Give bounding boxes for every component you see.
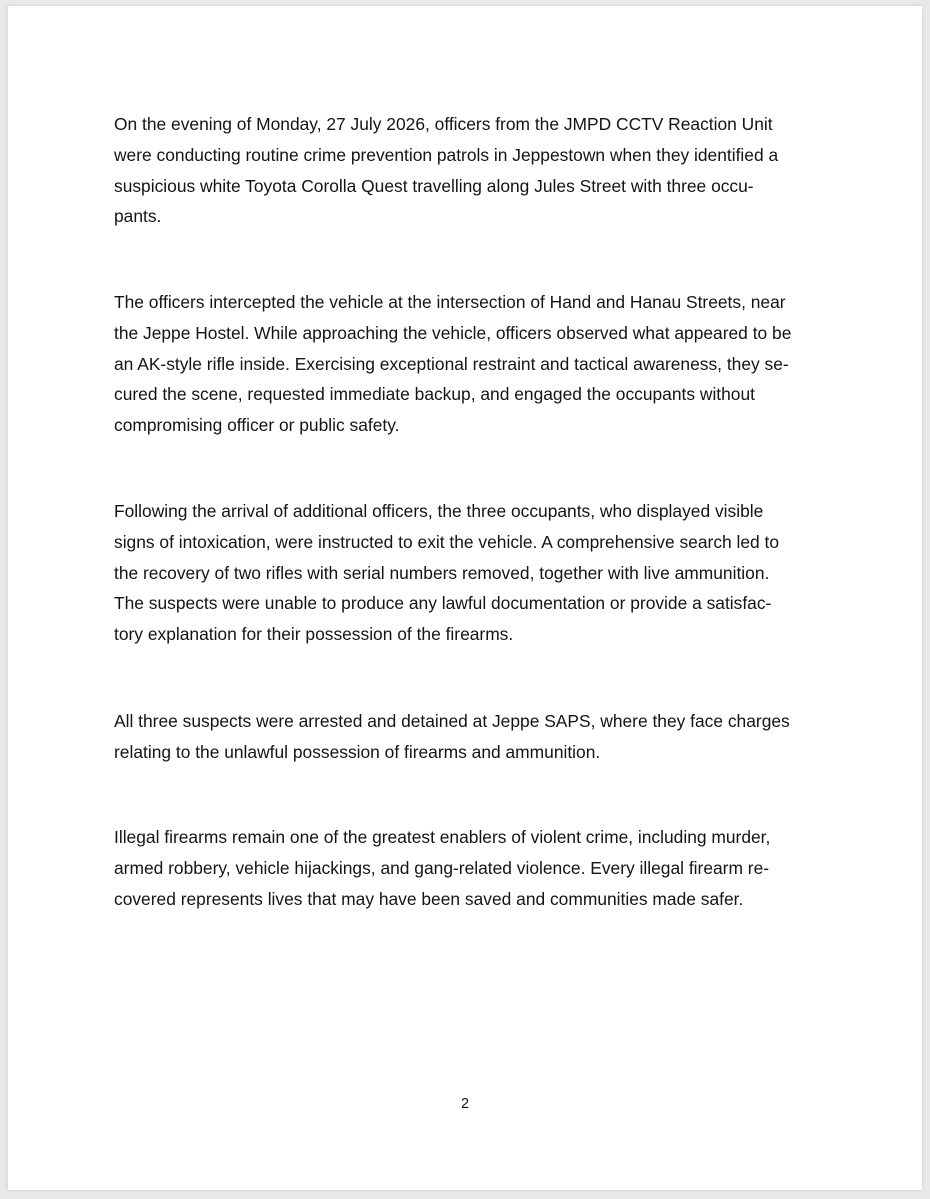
text-line: covered represents lives that may have been saved and communities made safer. — [114, 888, 744, 909]
text-line: relating to the unlawful possession of firearms and ammunition. — [114, 741, 601, 762]
text-line: armed robbery, vehicle hijackings, and gang-related violence. Every illegal firearm re- — [114, 857, 770, 878]
text-line: The officers intercepted the vehicle at the intersection of Hand and Hanau Streets, near — [114, 292, 786, 312]
text-line: All three suspects were arrested and detained at Jeppe SAPS, where they face charges — [114, 711, 790, 731]
paragraph-illegal-firearms — [114, 822, 816, 914]
text-line: suspicious white Toyota Corolla Quest travelling along Jules Street with three occu- — [114, 175, 754, 196]
text-line: an AK-style rifle inside. Exercising exceptional restraint and tactical awareness, they se- — [114, 353, 789, 374]
paragraph-arrest — [114, 706, 816, 768]
text-line: the Jeppe Hostel. While approaching the vehicle, officers observed what appeared to be — [114, 322, 792, 343]
text-line: tory explanation for their possession of the firearms. — [114, 624, 514, 645]
page-number — [8, 1096, 922, 1112]
text-line: pants. — [114, 206, 162, 227]
text-line: the recovery of two rifles with serial numbers removed, together with live ammunition. — [114, 562, 770, 583]
text-line: Following the arrival of additional officers, the three occupants, who displayed visible — [114, 501, 764, 521]
page-number-text: 2 — [460, 1096, 470, 1112]
text-line: signs of intoxication, were instructed to exit the vehicle. A comprehensive search led to — [114, 531, 780, 552]
text-line: Illegal firearms remain one of the greatest enablers of violent crime, including murder, — [114, 827, 771, 847]
document-page — [8, 6, 922, 1190]
text-line: compromising officer or public safety. — [114, 415, 400, 436]
text-line: cured the scene, requested immediate backup, and engaged the occupants without — [114, 384, 755, 405]
paragraph-search — [114, 496, 816, 650]
text-line: On the evening of Monday, 27 July 2026, officers from the JMPD CCTV Reaction Unit — [114, 114, 773, 134]
text-line: The suspects were unable to produce any lawful documentation or provide a satisfac- — [114, 593, 772, 614]
paragraph-patrol — [114, 109, 816, 232]
text-line: were conducting routine crime prevention patrols in Jeppestown when they identified a — [114, 144, 779, 165]
paragraph-interception — [114, 287, 816, 441]
